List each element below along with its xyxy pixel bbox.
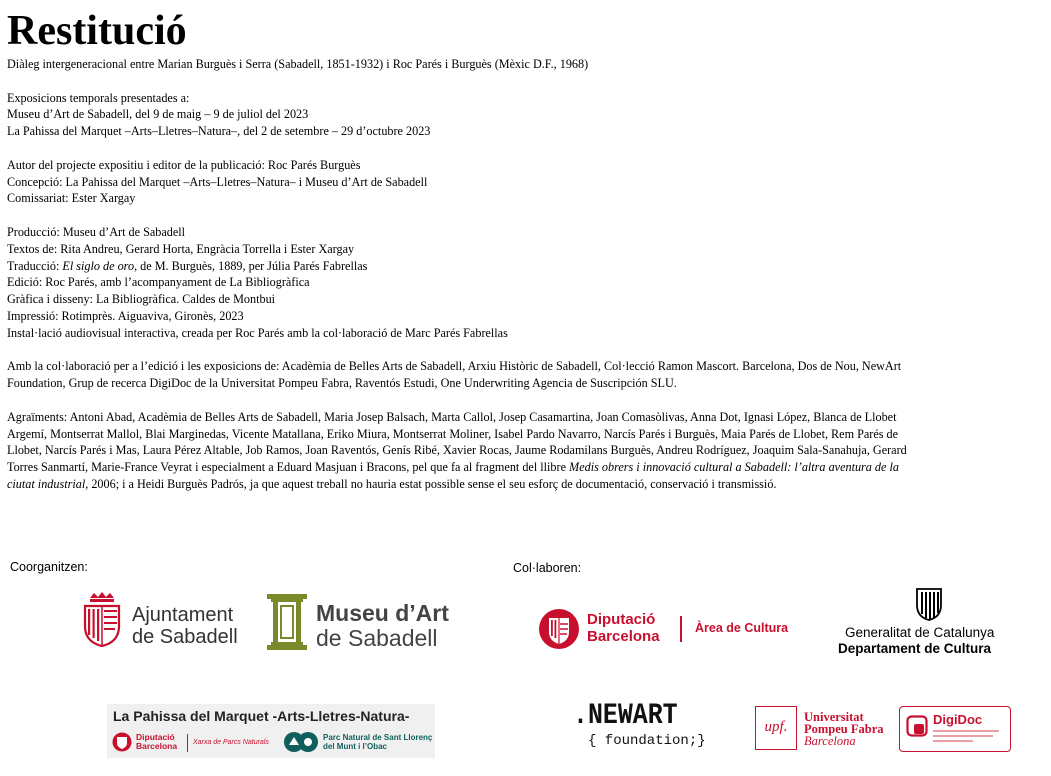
museu-text: Museu d’Art — [316, 600, 449, 626]
upf-text: Pompeu Fabra — [804, 722, 884, 736]
credit-edicio: Edició: Roc Parés, amb l’acompanyament de La Bibliogràfica — [7, 275, 310, 290]
book-title: Medis obrers i innovació cultural a Sabadell: l’altra aventura de la ciutat industrial — [7, 460, 899, 491]
credits-document — [7, 6, 907, 493]
ajuntament-text: Ajuntament — [132, 604, 234, 626]
ajuntament-text: de Sabadell — [132, 626, 238, 648]
pahissa-diputacio-text: Barcelona — [136, 741, 178, 751]
diputacio-emblem-icon — [112, 732, 132, 752]
collaboration-paragraph: Amb la col·laboració per a l’edició i les exposicions de: Acadèmia de Belles Arts de Sabadell, Arxiu Històric de Sabadell, Col·lecció Ramon Mascort. Barcelona, Dos de Nou, NewArt Foundation, Grup de recerca DigiDoc de la Universitat Pompeu Fabra, Raventós Estudi, One Underwriting Agencia de Suscripción SLU. — [7, 359, 902, 391]
newart-text: .NEWART — [573, 699, 678, 733]
digidoc-doc-icon — [906, 715, 928, 737]
collaborate-label: Col·laboren: — [513, 561, 582, 575]
translated-book-title: El siglo de oro — [62, 258, 135, 273]
credit-produccio: Producció: Museu d’Art de Sabadell — [7, 224, 186, 239]
generalitat-text: Generalitat de Catalunya — [845, 625, 995, 640]
logo-divider — [680, 616, 682, 642]
upf-text: Universitat — [804, 710, 864, 724]
credit-installacio: Instal·lació audiovisual interactiva, creada per Roc Parés amb la col·laboració de Marc Parés Fabrellas — [7, 325, 508, 340]
parc-natural-text: del Munt i l’Obac — [323, 742, 388, 751]
area-cultura-text: Àrea de Cultura — [695, 621, 789, 635]
upf-mark-text: upf. — [764, 719, 788, 735]
museum-column-icon — [266, 592, 308, 650]
generalitat-emblem-icon — [915, 587, 943, 621]
diputacio-barcelona-logo — [538, 606, 808, 652]
museu-art-sabadell-logo — [266, 592, 466, 652]
credit-grafica: Gràfica i disseny: La Bibliogràfica. Caldes de Montbui — [7, 292, 276, 307]
ajuntament-sabadell-logo — [82, 590, 242, 650]
foundation-text: { foundation;} — [588, 733, 706, 749]
acknowledgements-paragraph: Agraïments: Antoni Abad, Acadèmia de Belles Arts de Sabadell, Maria Josep Balsach, Marta Callol, Josep Casamartina, Joan Comasòlivas, Anna Dot, Ignasi López, Blanca de Llobet Argemí, Montserrat Mallol, Blai Marginedas, Vicente Matallana, Eriko Miura, Montserrat Moliner, Isabel Pardo Navarro, Narcís Parés i Burguès, Maia Parés de Llobet, Rem Parés de Llobet, Narcís Parés i Mas, Laura Pérez Altable, Job Ramos, Joan Raventós, Genís Ribé, Xavier Rocas, Jaume Rodamilans Burguès, Andreu Rodríguez, Joaquim Sala-Sanahuja, Gerard Torres Sanmartí, Marie-France Veyrat i especialment a Eduard Masjuan i Bracons, pel que fa al fragment del llibre Medis obrers i innovació cultural a Sabadell: l’altra aventura de la ciutat industrial, 2006; i a Heidi Burguès Padrós, ja que aquest treball no hauria estat possible sense el seu esforç de documentació, conservació i transmissió. — [7, 409, 907, 491]
museu-text: de Sabadell — [316, 625, 438, 651]
parc-natural-text: Parc Natural de Sant Llorenç — [323, 733, 433, 742]
sabadell-shield-icon — [82, 590, 122, 648]
exhibition-item: La Pahissa del Marquet –Arts–Lletres–Natura–, del 2 de setembre – 29 d’octubre 2023 — [7, 124, 431, 139]
pahissa-text: La Pahissa del Marquet -Arts-Lletres-Natura- — [113, 708, 410, 724]
credit-impressio: Impressió: Rotimprès. Aiguaviva, Gironès, 2023 — [7, 308, 244, 323]
logo-divider — [187, 734, 188, 752]
departament-text: Departament de Cultura — [838, 641, 992, 656]
newart-foundation-logo — [573, 699, 708, 755]
exhibition-item: Museu d’Art de Sabadell, del 9 de maig – 9 de juliol del 2023 — [7, 107, 309, 122]
credit-textos: Textos de: Rita Andreu, Gerard Horta, Engràcia Torrella i Ester Xargay — [7, 241, 355, 256]
parc-natural-icon — [283, 731, 319, 753]
upf-box — [755, 706, 797, 750]
diputacio-text: Barcelona — [587, 628, 660, 645]
pahissa-diputacio-text: Diputació — [136, 732, 175, 742]
subtitle: Diàleg intergeneracional entre Marian Burguès i Serra (Sabadell, 1851-1932) i Roc Parés i Burguès (Mèxic D.F., 1968) — [7, 57, 589, 71]
generalitat-catalunya-logo — [836, 586, 1026, 658]
credit-traduccio: Traducció: El siglo de oro, de M. Burguès, 1889, per Júlia Parés Fabrellas — [7, 258, 368, 273]
upf-logo — [755, 706, 890, 752]
credit-line: Concepció: La Pahissa del Marquet –Arts–Lletres–Natura– i Museu d’Art de Sabadell — [7, 174, 428, 189]
credit-line: Autor del projecte expositiu i editor de la publicació: Roc Parés Burguès — [7, 157, 361, 172]
page-title: Restitució — [7, 8, 187, 54]
diputacio-text: Diputació — [587, 611, 656, 628]
xarxa-parcs-text: Xarxa de Parcs Naturals — [193, 739, 269, 746]
coorganize-label: Coorganitzen: — [10, 560, 88, 574]
exhibitions-heading: Exposicions temporals presentades a: — [7, 90, 190, 105]
digidoc-logo — [899, 706, 1011, 752]
upf-text: Barcelona — [804, 734, 856, 748]
digidoc-text: DigiDoc — [933, 712, 983, 727]
pahissa-marquet-logo — [107, 704, 435, 758]
credit-line: Comissariat: Ester Xargay — [7, 191, 136, 206]
diputacio-emblem-icon — [538, 608, 580, 650]
